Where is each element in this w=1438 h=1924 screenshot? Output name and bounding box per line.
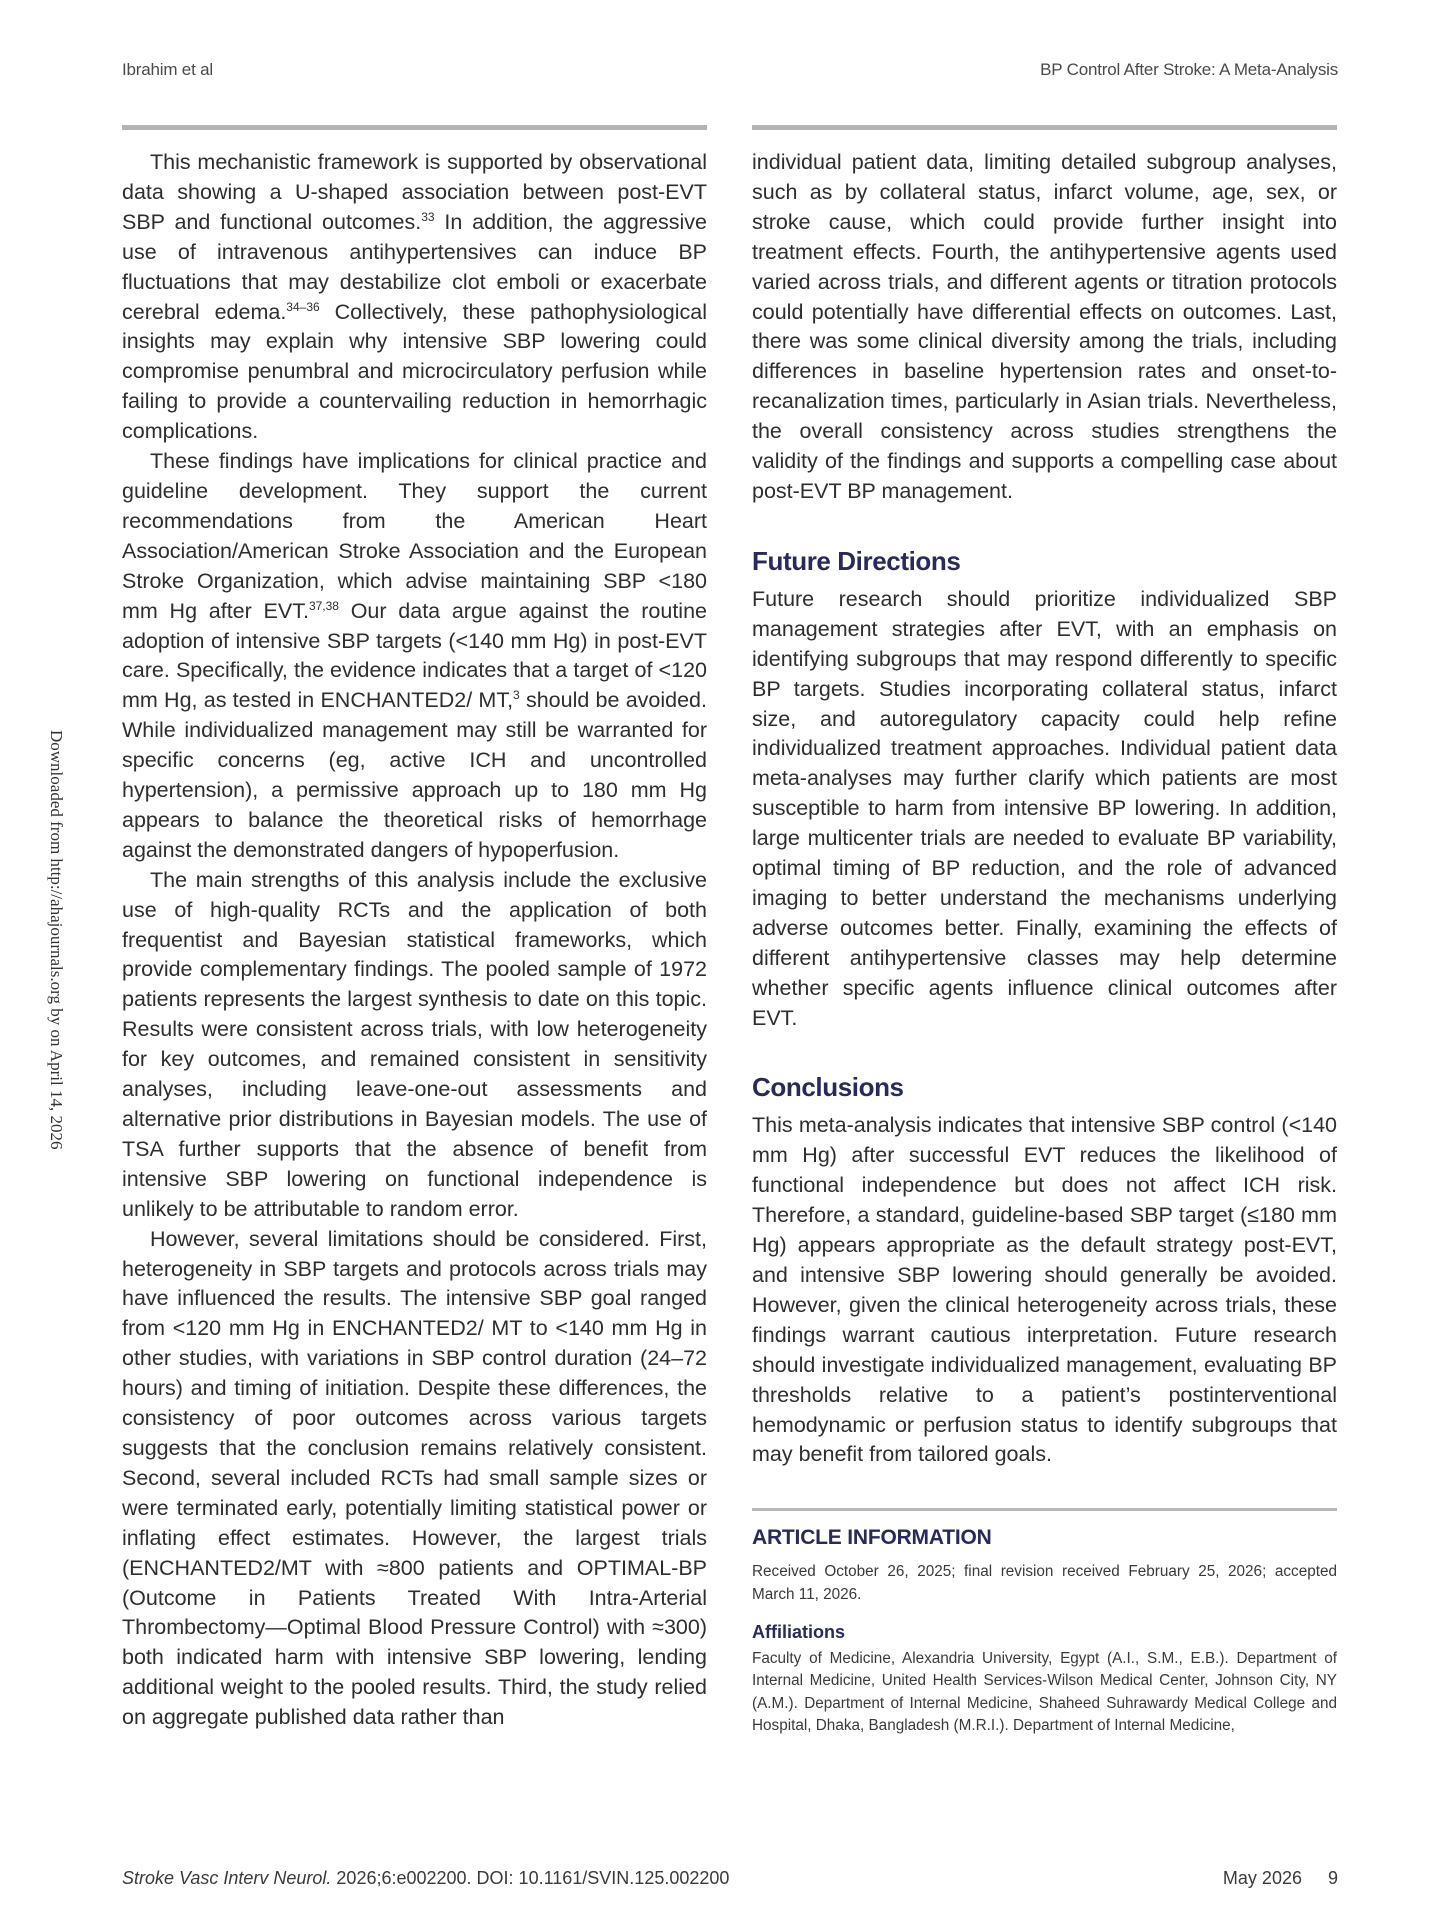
citation-ref[interactable]: 37,38 bbox=[308, 598, 339, 613]
issue-date: May 2026 bbox=[1222, 1868, 1302, 1888]
left-column bbox=[122, 125, 707, 1733]
paragraph-clinical-implications: These findings have implications for clinical practice and guideline development. They support the current recommendations from the American Heart Association/American Stroke Association and the European Stroke Organization, which advise maintaining SBP <180 mm Hg after EVT.$^{37,38}$ Our data argue against the routine adoption of intensive SBP targets (<140 mm Hg) in post-EVT care. Specifically, the evidence indicates that a target of <120 mm Hg, as tested in ENCHANTED2/ MT,$^3$ should be avoided. While individualized management may still be warranted for specific concerns (eg, active ICH and uncontrolled hypertension), a permissive approach up to 180 mm Hg appears to balance the theoretical risks of hemorrhage against the demonstrated dangers of hypoperfusion. bbox=[122, 449, 707, 862]
journal-name: Stroke Vasc Interv Neurol. bbox=[122, 1868, 332, 1888]
section-heading-conclusions: Conclusions bbox=[752, 1072, 904, 1103]
affiliations-text: Faculty of Medicine, Alexandria University, Egypt (A.I., S.M., E.B.). Department of Internal Medicine, United Health Services-Wilson Medical Center, Johnson City, NY (A.M.). Department of Internal Medicine, Shaheed Suhrawardy Medical College and Hospital, Dhaka, Bangladesh (M.R.I.). Department of Internal Medicine, bbox=[752, 1649, 1337, 1734]
download-watermark: Downloaded from http://ahajournals.org by on April 14, 2026 bbox=[47, 730, 66, 1150]
received-dates: Received October 26, 2025; final revision received February 25, 2026; accepted March 11, 2026. bbox=[752, 1563, 1337, 1603]
article-information-heading: ARTICLE INFORMATION bbox=[752, 1526, 992, 1550]
footer-date-page bbox=[1223, 1868, 1338, 1889]
citation-ref[interactable]: 33 bbox=[421, 209, 435, 224]
right-column bbox=[752, 125, 1337, 1737]
paragraph-future-directions: Future research should prioritize individualized SBP management strategies after EVT, with an emphasis on identifying subgroups that may respond differently to specific BP targets. Studies incorporating collateral status, infarct size, and autoregulatory capacity could help refine individualized treatment approaches. Individual patient data meta-analyses may further clarify which patients are most susceptible to harm from intensive BP lowering. In addition, large multicenter trials are needed to evaluate BP variability, optimal timing of BP reduction, and the role of advanced imaging to better understand the mechanisms underlying adverse outcomes better. Finally, examining the effects of different antihypertensive classes may help determine whether specific agents influence clinical outcomes after EVT. bbox=[752, 586, 1337, 1030]
footer-citation bbox=[122, 1868, 729, 1889]
paragraph-mechanistic-framework: This mechanistic framework is supported by observational data showing a U-shaped association between post-EVT SBP and functional outcomes.$^{33}$ In addition, the aggressive use of intravenous antihypertensives can induce BP fluctuations that may destabilize clot emboli or exacerbate cerebral edema.$^{34-36}$ Collectively, these pathophysiological insights may explain why intensive SBP lowering could compromise penumbral and microcirculatory perfusion while failing to provide a countervailing reduction in hemorrhagic complications. bbox=[122, 150, 707, 444]
paragraph-limitations: However, several limitations should be considered. First, heterogeneity in SBP targets and protocols across trials may have influenced the results. The intensive SBP goal ranged from <120 mm Hg in ENCHANTED2/ MT to <140 mm Hg in other studies, with variations in SBP control duration (24–72 hours) and timing of initiation. Despite these differences, the consistency of poor outcomes across various targets suggests that the conclusion remains relatively consistent. Second, several included RCTs had small sample sizes or were terminated early, potentially limiting statistical power or inflating effect estimates. However, the largest trials (ENCHANTED2/MT with ≈800 patients and OPTIMAL-BP (Outcome in Patients Treated With Intra-Arterial Thrombectomy—Optimal Blood Pressure Control) with ≈300) both indicated harm with intensive SBP lowering, lending additional weight to the pooled results. Third, the study relied on aggregate published data rather than bbox=[122, 1226, 707, 1730]
citation-ref[interactable]: 3 bbox=[513, 688, 520, 703]
running-head-title: BP Control After Stroke: A Meta-Analysis bbox=[1040, 60, 1338, 79]
paragraph-conclusions: This meta-analysis indicates that intensive SBP control (<140 mm Hg) after successful EVT reduces the likelihood of functional independence but does not affect ICH risk. Therefore, a standard, guideline-based SBP target (≤180 mm Hg) appears appropriate as the default strategy post-EVT, and intensive SBP lowering should generally be avoided. However, given the clinical heterogeneity across trials, these findings warrant cautious interpretation. Future research should investigate individualized management, evaluating BP thresholds relative to a patient’s postinterventional hemodynamic or perfusion status to identify subgroups that may benefit from tailored goals. bbox=[752, 1113, 1337, 1467]
running-head-authors: Ibrahim et al bbox=[122, 60, 213, 79]
column-top-rule bbox=[122, 125, 707, 130]
section-heading-future-directions: Future Directions bbox=[752, 545, 961, 576]
article-info-rule bbox=[752, 1508, 1337, 1511]
paragraph-strengths: The main strengths of this analysis include the exclusive use of high-quality RCTs and the application of both frequentist and Bayesian statistical frameworks, which provide complementary findings. The pooled sample of 1972 patients represents the largest synthesis to date on this topic. Results were consistent across trials, with low heterogeneity for key outcomes, and remained consistent in sensitivity analyses, including leave-one-out assessments and alternative prior distributions in Bayesian models. The use of TSA further supports that the absence of benefit from intensive SBP lowering on functional independence is unlikely to be attributable to random error. bbox=[122, 867, 707, 1221]
column-top-rule bbox=[752, 125, 1337, 130]
page-number: 9 bbox=[1327, 1868, 1338, 1888]
affiliations-heading: Affiliations bbox=[752, 1621, 845, 1642]
citation-ref[interactable]: 34–36 bbox=[286, 299, 320, 314]
paragraph-limitations-continued: individual patient data, limiting detailed subgroup analyses, such as by collateral status, infarct volume, age, sex, or stroke cause, which could provide further insight into treatment effects. Fourth, the antihypertensive agents used varied across trials, and different agents or titration protocols could potentially have differential effects on outcomes. Last, there was some clinical diversity among the trials, including differences in baseline hypertension rates and onset-to-recanalization times, particularly in Asian trials. Nevertheless, the overall consistency across studies strengthens the validity of the findings and supports a compelling case about post-EVT BP management. bbox=[752, 150, 1337, 503]
doi-citation[interactable]: 2026;6:e002200. DOI: 10.1161/SVIN.125.002200 bbox=[331, 1868, 730, 1888]
